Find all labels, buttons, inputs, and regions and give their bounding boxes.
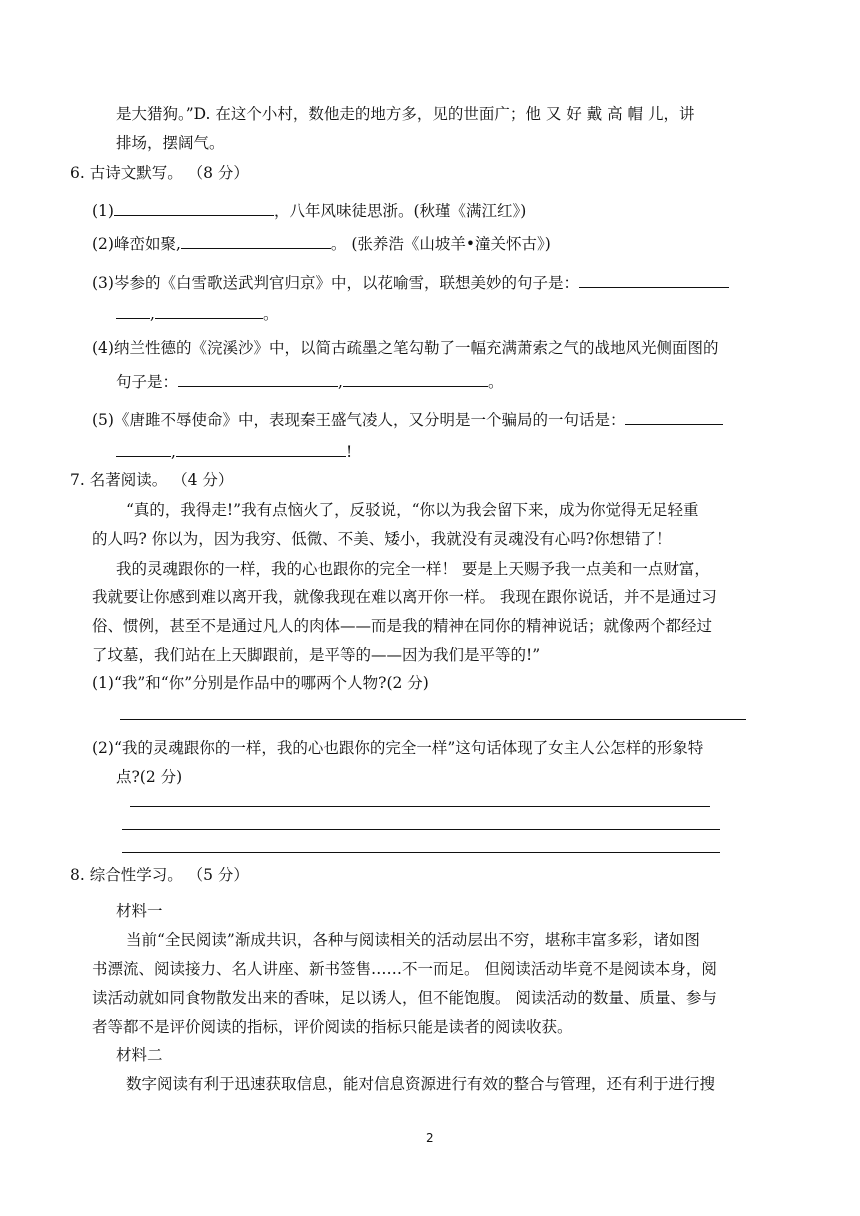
passage-line: 我的灵魂跟你的一样，我的心也跟你的完全一样！ 要是上天赐予我一点美和一点财富， <box>116 560 710 578</box>
item-end: ! <box>345 443 353 461</box>
item-end: 。 <box>487 373 504 391</box>
q7-subquestion-1: (1)“我”和“你”分别是作品中的哪两个人物?(2 分) <box>92 674 429 692</box>
q7-subquestion-2-cont: 点?(2 分) <box>116 768 183 786</box>
answer-blank[interactable] <box>625 409 723 425</box>
answer-blank[interactable] <box>155 303 263 319</box>
q6-item-1 <box>92 200 526 222</box>
answer-line[interactable] <box>122 852 720 853</box>
item-text: (3)岑参的《白雪歌送武判官归京》中，以花喻雪，联想美妙的句子是： <box>92 274 579 292</box>
q6-item-5 <box>92 409 723 431</box>
item-text: 。 (张养浩《山坡羊•潼关怀古》) <box>330 235 551 253</box>
answer-blank[interactable] <box>181 233 331 249</box>
material-line: 读活动就如同食物散发出来的香味，足以诱人，但不能饱腹。 阅读活动的数量、质量、参与 <box>92 989 717 1007</box>
text-line: 是大猎狗。”D. 在这个小村，数他走的地方多，见的世面广；他 又 好 戴 高 帽 儿，讲 <box>116 105 695 123</box>
question-6-title: 6. 古诗文默写。 （8 分） <box>70 164 249 182</box>
material-2-label: 材料二 <box>116 1046 163 1064</box>
material-line: 者等都不是评价阅读的指标，评价阅读的指标只能是读者的阅读收获。 <box>92 1018 573 1036</box>
q6-item-3-cont <box>116 303 278 325</box>
page-number: 2 <box>426 1131 434 1145</box>
answer-blank[interactable] <box>176 441 346 457</box>
answer-blank[interactable] <box>579 272 729 288</box>
answer-line[interactable] <box>122 829 720 830</box>
item-sep: , <box>171 443 176 461</box>
answer-line[interactable] <box>130 806 710 807</box>
material-1-label: 材料一 <box>116 902 163 920</box>
passage-line: “真的，我得走!”我有点恼火了，反驳说，“你以为我会留下来，成为你觉得无足轻重 <box>126 501 699 519</box>
item-text: ，八年风味徒思浙。(秋瑾《满江红》) <box>273 202 527 220</box>
answer-blank[interactable] <box>343 371 488 387</box>
question-8-title: 8. 综合性学习。 （5 分） <box>70 866 249 884</box>
answer-blank[interactable] <box>114 200 274 216</box>
passage-line: 了坟墓，我们站在上天脚跟前，是平等的——因为我们是平等的!” <box>92 646 541 664</box>
item-text: (5)《唐雎不辱使命》中，表现秦王盛气凌人，又分明是一个骗局的一句话是： <box>92 411 626 429</box>
item-text: (2)峰峦如聚, <box>92 235 181 253</box>
q7-subquestion-2: (2)“我的灵魂跟你的一样，我的心也跟你的完全一样”这句话体现了女主人公怎样的形象特 <box>92 739 704 757</box>
question-7-title: 7. 名著阅读。 （4 分） <box>70 471 234 489</box>
q6-item-4-cont <box>116 371 503 393</box>
answer-blank[interactable] <box>116 441 171 457</box>
material-line: 当前“全民阅读”渐成共识，各种与阅读相关的活动层出不穷，堪称丰富多彩，诸如图 <box>126 931 700 949</box>
answer-line[interactable] <box>120 719 746 720</box>
item-prefix: (1) <box>92 202 114 220</box>
item-end: 。 <box>262 305 279 323</box>
q6-item-5-cont <box>116 441 352 463</box>
material-line: 数字阅读有利于迅速获取信息，能对信息资源进行有效的整合与管理，还有利于进行搜 <box>126 1075 716 1093</box>
item-sep: , <box>338 373 343 391</box>
material-line: 书漂流、阅读接力、名人讲座、新书签售……不一而足。 但阅读活动毕竟不是阅读本身，阅 <box>92 960 717 978</box>
answer-blank[interactable] <box>116 303 150 319</box>
text-line: 排场，摆阔气。 <box>116 134 225 152</box>
item-sep: , <box>150 305 155 323</box>
passage-line: 俗、惯例，甚至不是通过凡人的肉体——而是我的精神在同你的精神说话；就像两个都经过 <box>92 617 713 635</box>
item-text: 句子是： <box>116 373 179 391</box>
answer-blank[interactable] <box>178 371 338 387</box>
q6-item-2 <box>92 233 551 255</box>
q6-item-4: (4)纳兰性德的《浣溪沙》中，以简古疏墨之笔勾勒了一幅充满萧索之气的战地风光侧面图的 <box>92 339 719 357</box>
q6-item-3 <box>92 272 729 294</box>
passage-line: 的人吗? 你以为，因为我穷、低微、不美、矮小，我就没有灵魂没有心吗?你想错了！ <box>92 530 672 548</box>
passage-line: 我就要让你感到难以离开我，就像我现在难以离开你一样。 我现在跟你说话，并不是通过习 <box>92 588 717 606</box>
